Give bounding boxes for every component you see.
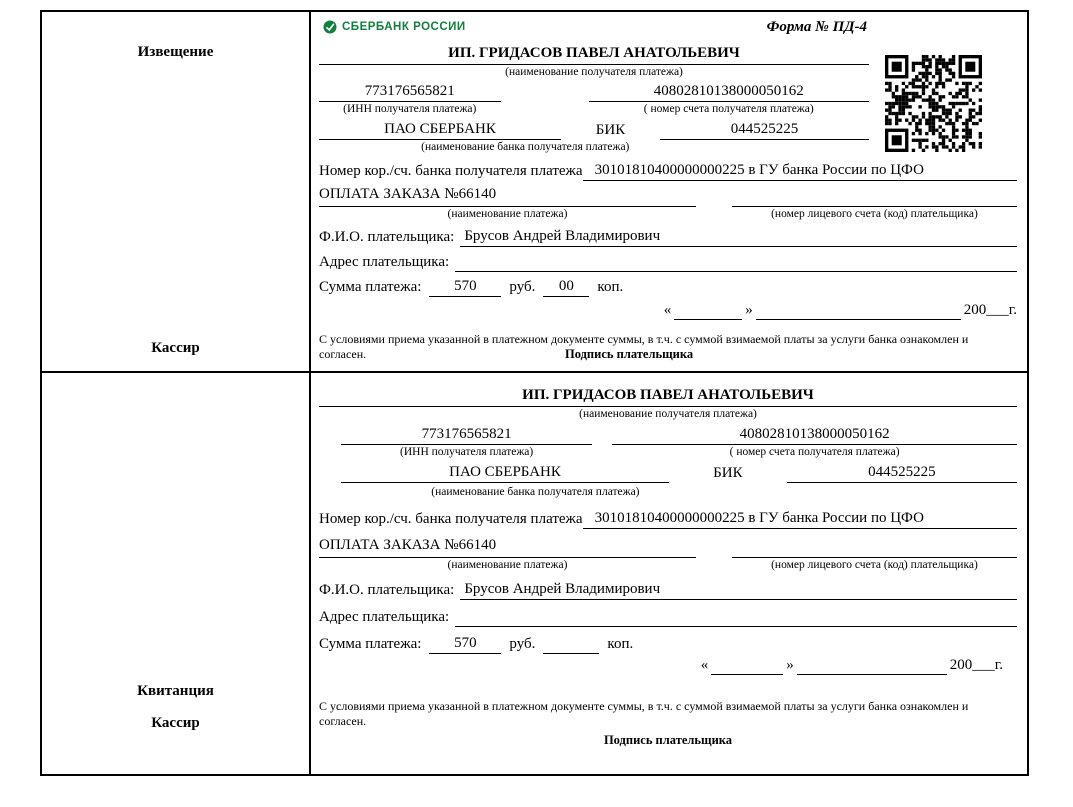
signature-label: Подпись плательщика xyxy=(565,347,694,362)
inn-value: 773176565821 xyxy=(319,82,501,102)
bik-value: 044525225 xyxy=(660,120,869,140)
amount-label: Сумма платежа: xyxy=(319,279,422,295)
terms-text: С условиями приема указанной в платежном документе суммы, в т.ч. с суммой взимаемой платы за услуги банка ознакомлен и согласен. xyxy=(319,698,969,729)
bik-label: БИК xyxy=(595,122,626,138)
payer-name-value: Брусов Андрей Владимирович xyxy=(460,580,1017,600)
receipt-label: Квитанция xyxy=(137,683,214,699)
account-column xyxy=(612,425,1017,460)
payment-purpose: ОПЛАТА ЗАКАЗА №66140 xyxy=(319,185,696,207)
amount-rub-value: 570 xyxy=(429,634,501,654)
bank-name-caption: (наименование банка получателя платежа) xyxy=(431,485,640,498)
bank-row xyxy=(319,463,1017,483)
notice-label: Извещение xyxy=(137,44,214,60)
terms-text: С условиями приема указанной в платежном документе суммы, в т.ч. с суммой взимаемой платы за услуги банка ознакомлен и согласен. xyxy=(319,331,969,362)
corr-account-label: Номер кор./сч. банка получателя платежа xyxy=(319,163,583,179)
receipt-form xyxy=(311,373,1027,774)
date-month-blank xyxy=(797,659,947,675)
quote-open: « xyxy=(663,301,672,318)
inn-account-row xyxy=(319,425,1017,460)
kop-label: коп. xyxy=(597,279,624,295)
payer-name-value: Брусов Андрей Владимирович xyxy=(460,227,1017,247)
amount-kop-value xyxy=(543,634,599,654)
corr-account-label: Номер кор./сч. банка получателя платежа xyxy=(319,511,583,527)
notice-form xyxy=(311,12,1027,373)
receipt-payee-block xyxy=(319,386,1017,500)
payer-address-blank xyxy=(455,607,1017,627)
corr-account-row xyxy=(319,509,1017,529)
rub-label: руб. xyxy=(509,279,536,295)
personal-account-caption: (номер лицевого счета (код) плательщика) xyxy=(771,207,978,220)
kop-label: коп. xyxy=(607,636,634,652)
amount-row xyxy=(319,634,1017,654)
corr-account-value: 30101810400000000225 в ГУ банка России по ЦФО xyxy=(583,509,1017,529)
date-month-blank xyxy=(756,304,961,320)
payee-name: ИП. ГРИДАСОВ ПАВЕЛ АНАТОЛЬЕВИЧ xyxy=(319,44,869,65)
payee-name: ИП. ГРИДАСОВ ПАВЕЛ АНАТОЛЬЕВИЧ xyxy=(319,386,1017,407)
notice-payee-block xyxy=(319,44,869,155)
date-day-blank xyxy=(711,659,783,675)
payer-address-row xyxy=(319,607,1017,627)
date-year-label: 200___г. xyxy=(949,656,1003,673)
date-year-label: 200___г. xyxy=(963,301,1017,318)
amount-label: Сумма платежа: xyxy=(319,636,422,652)
purpose-caption: (наименование платежа) xyxy=(447,558,568,571)
purpose-row xyxy=(319,185,1017,207)
purpose-caption: (наименование платежа) xyxy=(447,207,568,220)
purpose-captions-row xyxy=(319,207,1017,222)
payer-address-blank xyxy=(455,252,1017,272)
sberbank-logo-text: СБЕРБАНК РОССИИ xyxy=(342,21,466,33)
inn-column xyxy=(319,82,501,117)
payer-address-label: Адрес плательщика: xyxy=(319,609,450,625)
amount-kop-value: 00 xyxy=(543,277,589,297)
inn-value: 773176565821 xyxy=(341,425,592,445)
account-value: 40802810138000050162 xyxy=(612,425,1017,445)
account-caption: ( номер счета получателя платежа) xyxy=(643,102,814,115)
notice-header xyxy=(319,18,1017,44)
amount-rub-value: 570 xyxy=(429,277,501,297)
rub-label: руб. xyxy=(509,636,536,652)
notice-cashier-label: Кассир xyxy=(151,340,200,356)
bank-name: ПАО СБЕРБАНК xyxy=(341,463,669,483)
payer-address-label: Адрес плательщика: xyxy=(319,254,450,270)
payee-name-caption: (наименование получателя платежа) xyxy=(579,407,757,420)
purpose-row xyxy=(319,536,1017,558)
quote-close: » xyxy=(745,301,753,318)
bank-name-caption: (наименование банка получателя платежа) xyxy=(421,140,630,153)
bik-label: БИК xyxy=(713,465,743,481)
notice-stub xyxy=(42,12,311,373)
purpose-captions-row xyxy=(319,558,1017,573)
payment-form-pd4 xyxy=(40,10,1029,776)
date-day-blank xyxy=(674,304,742,320)
quote-close: » xyxy=(786,656,794,673)
corr-account-row xyxy=(319,161,1017,181)
date-row xyxy=(319,656,1017,675)
payer-address-row xyxy=(319,252,1017,272)
inn-account-row xyxy=(319,82,869,117)
personal-account-blank xyxy=(732,540,1017,558)
inn-caption: (ИНН получателя платежа) xyxy=(400,445,534,458)
terms-block xyxy=(319,332,1017,363)
inn-column xyxy=(341,425,592,460)
account-column xyxy=(589,82,870,117)
receipt-cashier-label: Кассир xyxy=(151,715,200,731)
terms-block xyxy=(319,699,1017,730)
personal-account-blank xyxy=(732,189,1017,207)
personal-account-caption: (номер лицевого счета (код) плательщика) xyxy=(771,558,978,571)
bank-row xyxy=(319,120,869,140)
amount-row xyxy=(319,277,1017,297)
inn-caption: (ИНН получателя платежа) xyxy=(343,102,477,115)
corr-account-value: 30101810400000000225 в ГУ банка России по ЦФО xyxy=(583,161,1017,181)
qr-code xyxy=(885,55,985,152)
form-number: Форма № ПД-4 xyxy=(766,19,867,35)
date-row xyxy=(319,301,1017,320)
payer-name-row xyxy=(319,227,1017,247)
quote-open: « xyxy=(700,656,709,673)
payer-name-label: Ф.И.О. плательщика: xyxy=(319,582,455,598)
payment-purpose: ОПЛАТА ЗАКАЗА №66140 xyxy=(319,536,696,558)
receipt-stub xyxy=(42,373,311,774)
payer-name-row xyxy=(319,580,1017,600)
sberbank-logo xyxy=(323,20,466,34)
payer-name-label: Ф.И.О. плательщика: xyxy=(319,229,455,245)
bik-value: 044525225 xyxy=(787,463,1017,483)
signature-label: Подпись плательщика xyxy=(603,732,733,747)
sberbank-logo-icon xyxy=(323,20,337,34)
bank-name: ПАО СБЕРБАНК xyxy=(319,120,561,140)
account-value: 40802810138000050162 xyxy=(589,82,870,102)
account-caption: ( номер счета получателя платежа) xyxy=(729,445,900,458)
payee-name-caption: (наименование получателя платежа) xyxy=(505,65,683,78)
